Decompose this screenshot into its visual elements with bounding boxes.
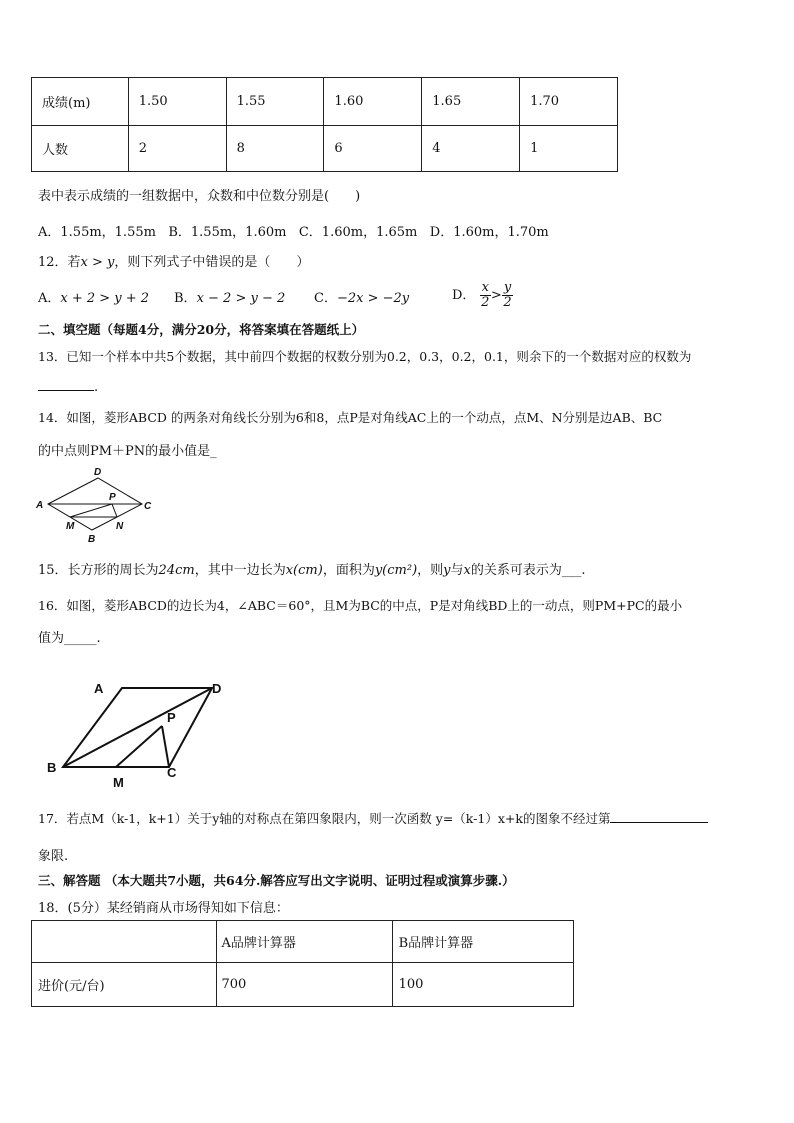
q11-option-d: D．1.60m，1.70m [429,225,549,240]
label-a: A [94,681,104,696]
q12-option-b [174,287,285,306]
table-header-cell: 1.50 [128,78,226,126]
option-label: A． [38,291,61,306]
section-three-heading: 三、解答题 （本大题共7小题，共64分.解答应写出文字说明、证明过程或演算步骤.） [38,873,515,888]
table-cell: 2 [128,126,226,172]
period: . [94,380,99,395]
label-c: C [144,501,152,512]
segment-pn [112,504,117,517]
q13-line1: 13．已知一个样本中共5个数据，其中前四个数据的权数分别为0.2，0.3，0.2，0.1，则余下的一个数据对应的权数为 [38,349,692,364]
label-d: D [212,681,222,696]
table-header-cell: 1.60 [324,78,422,126]
q11-option-a: A．1.55m，1.55m [38,225,156,240]
table-header-cell: 成绩(m) [32,78,129,126]
frac-den: 2 [481,295,490,310]
q12-prefix: 12．若 [38,255,81,270]
q11-stem: 表中表示成绩的一组数据中，众数和中位数分别是( ) [38,189,361,204]
table-cell: 6 [324,126,422,172]
fraction-x-over-2 [480,281,491,310]
option-label: D． [452,288,476,303]
q15-text: ，其中一边长为 [194,563,286,578]
q14-line1: 14．如图，菱形ABCD 的两条对角线长分别为6和8，点P是对角线AC上的一个动点，点M、N分别是边AB、BC [38,410,663,425]
frac-den: 2 [503,295,512,310]
label-b: B [88,534,96,545]
fraction-y-over-2 [502,281,513,310]
q15-text: 与 [450,563,464,578]
calculator-price-table [31,920,574,1007]
table-cell: 700 [217,963,392,1007]
q15-side: x(cm) [285,563,323,578]
answer-blank[interactable] [610,810,708,823]
q15-text: 的关系可表示为___. [470,563,586,578]
segment-pc [162,726,169,767]
q12-suffix: ，则下列式子中错误的是（ ） [114,255,310,270]
label-a: A [36,500,44,511]
table-header-cell [32,921,217,963]
frac-num: x [481,280,489,295]
table-cell: 人数 [32,126,129,172]
rhombus-figure-q16 [40,676,230,788]
score-table [31,77,618,172]
label-d: D [94,467,102,478]
q12-stem [38,251,309,270]
q18-stem: 18．(5分）某经销商从市场得知如下信息： [38,901,289,916]
q17-line2: 象限. [38,849,69,864]
q17-text: 17．若点M（k-1，k+1）关于y轴的对称点在第四象限内，则一次函数 y=（k-1）x+k的图象不经过第 [38,811,611,826]
q11-option-b: B．1.55m，1.60m [168,225,287,240]
label-b: B [47,760,57,775]
q15-line [38,559,586,578]
option-label: B． [174,291,197,306]
q12-condition: x > y [80,255,115,270]
label-n: N [116,521,124,532]
q15-text: ，面积为 [322,563,375,578]
q12-option-a [38,287,149,306]
table-cell: 100 [392,963,573,1007]
option-label: C． [314,291,337,306]
table-cell: 8 [226,126,324,172]
rhombus-figure-q14 [34,462,164,546]
label-p: P [167,710,176,725]
q11-options [38,221,598,240]
q17-line1 [38,809,708,827]
segment-pm [70,504,112,517]
q12-option-c [314,287,409,306]
q11-option-c: C．1.60m，1.65m [298,225,418,240]
table-header-cell: 1.55 [226,78,324,126]
label-m: M [66,521,75,532]
q15-text: ，则 [417,563,444,578]
answer-blank[interactable] [38,378,94,391]
q12-option-d [452,281,513,310]
option-expr: x + 2 > y + 2 [60,291,150,306]
table-cell: 4 [422,126,520,172]
label-p: P [109,492,116,503]
q13-line2 [38,378,98,395]
q14-line2: 的中点则PM＋PN的最小值是_ [38,444,217,459]
option-expr: x − 2 > y − 2 [196,291,286,306]
q15-var-x: x [463,563,471,578]
table-header-cell: A品牌计算器 [217,921,392,963]
frac-num: y [503,280,512,295]
section-two-heading: 二、填空题（每题4分，满分20分，将答案填在答题纸上） [38,322,365,337]
q15-area: y(cm²) [374,563,418,578]
q16-line1: 16．如图，菱形ABCD的边长为4，∠ABC＝60°，且M为BC的中点，P是对角线BD上的一动点，则PM+PC的最小 [38,598,683,613]
table-cell: 进价(元/台) [32,963,217,1007]
table-cell: 1 [520,126,618,172]
q15-var-y: y [443,563,451,578]
table-header-cell: 1.70 [520,78,618,126]
relation: > [490,288,502,303]
q15-text: 15．长方形的周长为 [38,563,159,578]
label-c: C [167,765,177,780]
segment-mp [116,726,162,767]
q15-perimeter: 24cm [158,563,195,578]
table-header-cell: 1.65 [422,78,520,126]
q16-line2: 值为_____. [38,631,101,646]
table-header-cell: B品牌计算器 [392,921,573,963]
option-expr: −2x > −2y [336,291,410,306]
label-m: M [113,775,124,788]
